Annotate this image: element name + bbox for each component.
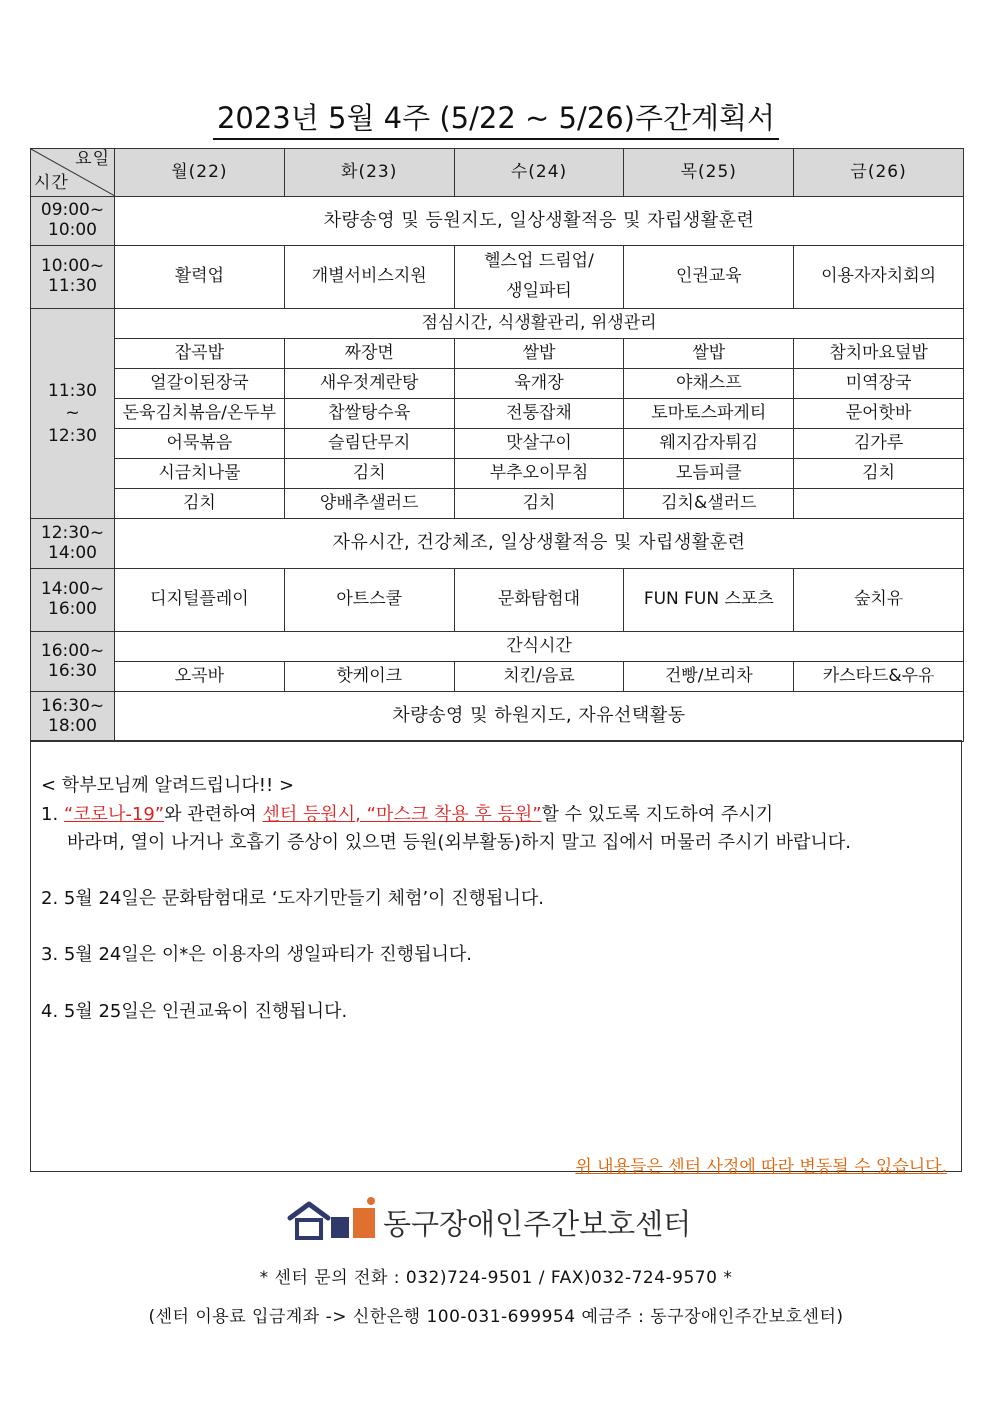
menu-item: 김치&샐러드 <box>624 489 794 519</box>
day-header-tue: 화(23) <box>284 149 454 197</box>
change-notice: 위 내용들은 센터 사정에 따라 변동될 수 있습니다. <box>575 1157 947 1177</box>
corner-time-label: 시간 <box>34 173 69 194</box>
menu-item <box>794 489 964 519</box>
schedule-row <box>31 519 964 569</box>
menu-row <box>31 369 964 399</box>
activity-cell: 활력업 <box>115 246 285 309</box>
notice-item-1-cont: 바라며, 열이 나거나 호흡기 증상이 있으면 등원(외부활동)하지 말고 집에서 머물러 주시기 바랍니다. <box>67 832 851 853</box>
schedule-row <box>31 246 964 309</box>
menu-item: 어묵볶음 <box>115 429 285 459</box>
organization-name: 동구장애인주간보호센터 <box>383 1207 692 1241</box>
activity-cell: 헬스업 드림업/ 생일파티 <box>454 246 624 309</box>
corner-day-label: 요일 <box>75 149 110 169</box>
snack-item: 오곡바 <box>115 662 285 692</box>
menu-row <box>31 489 964 519</box>
menu-item: 야채스프 <box>624 369 794 399</box>
contact-info: * 센터 문의 전화 : 032)724-9501 / FAX)032-724-9570 * <box>259 1268 733 1288</box>
menu-item: 김치 <box>794 459 964 489</box>
menu-item: 시금치나물 <box>115 459 285 489</box>
menu-item: 문어핫바 <box>794 399 964 429</box>
snack-row <box>31 662 964 692</box>
mask-highlight: 센터 등원시, “마스크 착용 후 등원” <box>262 804 542 825</box>
menu-item: 잡곡밥 <box>115 339 285 369</box>
center-logo <box>287 1196 707 1244</box>
house-logo-icon <box>287 1196 379 1244</box>
menu-item: 양배추샐러드 <box>284 489 454 519</box>
activity-cell: 자유시간, 건강체조, 일상생활적응 및 자립생활훈련 <box>115 519 964 569</box>
table-header-row <box>31 149 964 197</box>
activity-cell: 디지털플레이 <box>115 569 285 632</box>
notice-item-4: 4. 5월 25일은 인권교육이 진행됩니다. <box>41 1001 348 1022</box>
menu-item: 쌀밥 <box>624 339 794 369</box>
menu-item: 찹쌀탕수육 <box>284 399 454 429</box>
snack-item: 카스타드&우유 <box>794 662 964 692</box>
activity-cell: 인권교육 <box>624 246 794 309</box>
menu-item: 웨지감자튀김 <box>624 429 794 459</box>
menu-item: 모듬피클 <box>624 459 794 489</box>
menu-item: 새우젓계란탕 <box>284 369 454 399</box>
menu-item: 김가루 <box>794 429 964 459</box>
menu-row <box>31 399 964 429</box>
day-header-thu: 목(25) <box>624 149 794 197</box>
activity-cell: 차량송영 및 등원지도, 일상생활적응 및 자립생활훈련 <box>115 197 964 246</box>
menu-item: 쌀밥 <box>454 339 624 369</box>
menu-item: 부추오이무침 <box>454 459 624 489</box>
snack-header: 간식시간 <box>115 632 964 662</box>
day-header-mon: 월(22) <box>115 149 285 197</box>
menu-item: 얼갈이된장국 <box>115 369 285 399</box>
activity-cell: FUN FUN 스포츠 <box>624 569 794 632</box>
menu-item: 토마토스파게티 <box>624 399 794 429</box>
time-cell: 16:30~ 18:00 <box>31 692 115 742</box>
notice-heading: < 학부모님께 알려드립니다!! > <box>41 775 295 796</box>
day-header-fri: 금(26) <box>794 149 964 197</box>
page-title: 2023년 5월 4주 (5/22 ~ 5/26)주간계획서 <box>0 96 992 137</box>
snack-item: 건빵/보리차 <box>624 662 794 692</box>
bank-account-info: (센터 이용료 입금계좌 -> 신한은행 100-031-699954 예금주 : 동구장애인주간보호센터) <box>148 1307 844 1327</box>
menu-item: 슬림단무지 <box>284 429 454 459</box>
time-cell: 16:00~ 16:30 <box>31 632 115 692</box>
time-cell: 14:00~ 16:00 <box>31 569 115 632</box>
menu-item: 김치 <box>454 489 624 519</box>
day-header-wed: 수(24) <box>454 149 624 197</box>
activity-cell: 숲치유 <box>794 569 964 632</box>
menu-item: 전통잡채 <box>454 399 624 429</box>
snack-item: 치킨/음료 <box>454 662 624 692</box>
activity-cell: 개별서비스지원 <box>284 246 454 309</box>
time-cell: 11:30 ~ 12:30 <box>31 309 115 519</box>
lunch-header-row <box>31 309 964 339</box>
notice-item-1: 1. “코로나-19”와 관련하여 센터 등원시, “마스크 착용 후 등원”할 수 있도록 지도하여 주시기 <box>41 804 774 825</box>
menu-item: 맛살구이 <box>454 429 624 459</box>
activity-cell: 문화탐험대 <box>454 569 624 632</box>
menu-item: 짜장면 <box>284 339 454 369</box>
menu-item: 김치 <box>115 489 285 519</box>
weekly-schedule-table <box>30 148 964 742</box>
menu-item: 미역장국 <box>794 369 964 399</box>
notice-item-2: 2. 5월 24일은 문화탐험대로 ‘도자기만들기 체험’이 진행됩니다. <box>41 888 544 909</box>
covid-highlight: “코로나-19” <box>63 804 165 825</box>
time-cell: 10:00~ 11:30 <box>31 246 115 309</box>
schedule-row <box>31 692 964 742</box>
menu-row <box>31 429 964 459</box>
notice-item-3: 3. 5월 24일은 이*은 이용자의 생일파티가 진행됩니다. <box>41 944 472 965</box>
menu-item: 김치 <box>284 459 454 489</box>
snack-header-row <box>31 632 964 662</box>
snack-item: 핫케이크 <box>284 662 454 692</box>
schedule-row <box>31 197 964 246</box>
lunch-header: 점심시간, 식생활관리, 위생관리 <box>115 309 964 339</box>
activity-cell: 이용자자치회의 <box>794 246 964 309</box>
corner-cell <box>31 149 115 197</box>
schedule-row <box>31 569 964 632</box>
menu-row <box>31 339 964 369</box>
activity-cell: 아트스쿨 <box>284 569 454 632</box>
menu-row <box>31 459 964 489</box>
menu-item: 돈육김치볶음/온두부 <box>115 399 285 429</box>
menu-item: 참치마요덮밥 <box>794 339 964 369</box>
parent-notice-box <box>30 740 962 1177</box>
time-cell: 12:30~ 14:00 <box>31 519 115 569</box>
menu-item: 육개장 <box>454 369 624 399</box>
time-cell: 09:00~ 10:00 <box>31 197 115 246</box>
activity-cell: 차량송영 및 하원지도, 자유선택활동 <box>115 692 964 742</box>
